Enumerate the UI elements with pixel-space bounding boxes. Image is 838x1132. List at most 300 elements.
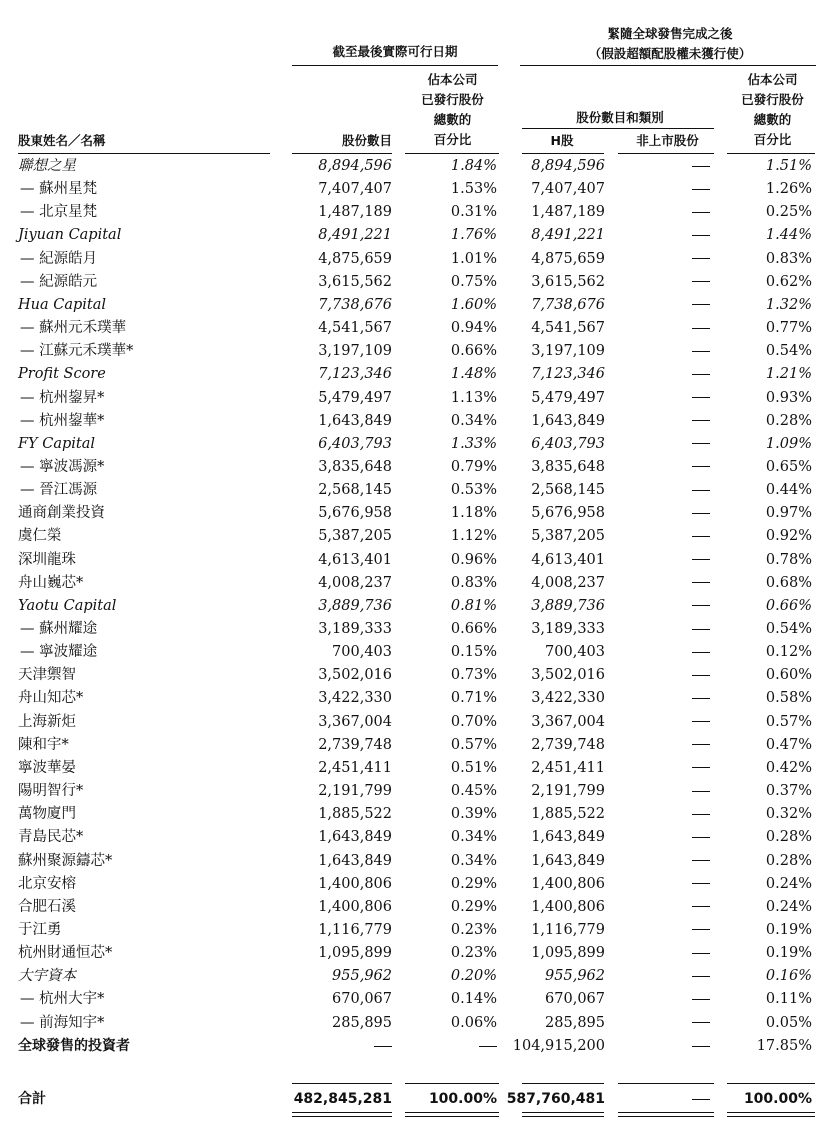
total-double-rule-6 [727, 1112, 815, 1117]
pct-cell: 0.83% [450, 574, 497, 591]
table-row [0, 479, 838, 502]
pct2-cell: 0.19% [765, 945, 812, 962]
pct2-cell: 1.21% [765, 366, 812, 383]
shares-cell: 3,889,736 [318, 597, 392, 614]
unlisted-cell [690, 201, 712, 224]
shareholder-name: Yaotu Capital [18, 597, 117, 614]
table-row [0, 224, 838, 247]
shareholder-name: 杭州財通恒芯* [18, 945, 113, 962]
table-row [0, 433, 838, 456]
table-row [0, 410, 838, 433]
header-underline-5 [618, 153, 714, 154]
pct2-cell: 0.28% [765, 829, 812, 846]
shares-cell: 3,615,562 [318, 273, 392, 290]
unlisted-cell [690, 687, 712, 710]
table-row [0, 271, 838, 294]
shares-cell: 1,885,522 [318, 806, 392, 823]
pct-cell: 0.34% [450, 829, 497, 846]
shares-cell: 8,491,221 [318, 227, 392, 244]
pct-cell: 1.76% [450, 227, 497, 244]
h-shares-cell: 1,643,849 [531, 412, 605, 429]
shares-cell: 4,613,401 [318, 551, 392, 568]
unlisted-cell [690, 224, 712, 247]
shares-cell: 2,739,748 [318, 736, 392, 753]
shareholder-name: — 晉江馮源 [20, 482, 98, 499]
shares-cell: 1,643,849 [318, 412, 392, 429]
pct2-cell: 0.77% [765, 320, 812, 337]
shares-cell: 4,008,237 [318, 574, 392, 591]
table-row [0, 757, 838, 780]
shares-cell: 2,568,145 [318, 482, 392, 499]
pct2-cell: 0.92% [765, 528, 812, 545]
shares-cell: 1,095,899 [318, 945, 392, 962]
h-shares-cell: 1,095,899 [531, 945, 605, 962]
unlisted-cell [690, 410, 712, 433]
unlisted-cell [690, 965, 712, 988]
shares-cell: 3,502,016 [318, 667, 392, 684]
total-top-rule-4 [522, 1083, 604, 1084]
h-shares-cell: 1,643,849 [531, 829, 605, 846]
unlisted-cell [690, 572, 712, 595]
col-header-pct-line3: 總數的 [433, 112, 472, 127]
shareholder-name: — 蘇州耀途 [20, 621, 98, 637]
pct2-cell: 0.78% [765, 551, 812, 568]
table-row [0, 687, 838, 710]
table-row [0, 294, 838, 317]
pct2-cell: 0.54% [765, 343, 812, 360]
shareholder-name: 大宇資本 [18, 968, 76, 985]
col-header-pct-line2: 已發行股份 [421, 92, 484, 107]
pct2-cell: 1.26% [765, 181, 812, 198]
shareholder-name: 北京安榕 [18, 875, 76, 892]
shares-cell: 1,400,806 [318, 875, 392, 892]
total-unlisted [690, 1088, 712, 1111]
shareholder-name: — 前海知宇* [20, 1014, 105, 1031]
pct-cell: 0.45% [450, 783, 497, 800]
pct-cell: 0.51% [450, 759, 497, 776]
col-header-shares-class: 股份數目和類別 [576, 110, 664, 125]
shareholder-name: 虞仁榮 [18, 528, 62, 545]
table-row [0, 363, 838, 386]
pct2-cell: 0.93% [765, 389, 812, 406]
shareholder-name: — 寧波馮源* [20, 458, 105, 475]
unlisted-cell [690, 618, 712, 641]
table-row [0, 155, 838, 178]
total-h: 587,760,481 [506, 1091, 605, 1107]
shareholder-name: 聯想之星 [18, 158, 76, 174]
shares-cell: 7,123,346 [318, 366, 392, 383]
pct-cell: 0.75% [450, 273, 497, 290]
pct2-cell: 0.60% [765, 667, 812, 684]
h-shares-cell: 3,422,330 [531, 690, 605, 707]
pct2-cell: 0.83% [765, 250, 812, 267]
shareholder-name: 上海新炬 [18, 713, 76, 730]
pct2-cell: 1.09% [765, 435, 812, 452]
unlisted-cell [690, 248, 712, 271]
shares-cell: 1,400,806 [318, 898, 392, 915]
shareholder-name: 舟山巍芯* [18, 574, 84, 591]
shareholder-name: FY Capital [18, 435, 96, 452]
pct2-cell: 0.24% [765, 898, 812, 915]
shareholder-name: — 紀源皓月 [20, 250, 98, 267]
unlisted-cell [690, 850, 712, 873]
pct-cell: 1.33% [450, 435, 497, 452]
header-underline-4 [522, 153, 604, 154]
shareholder-name: — 紀源皓元 [20, 273, 98, 290]
unlisted-cell [690, 363, 712, 386]
h-shares-cell: 3,835,648 [531, 458, 605, 475]
table-row [0, 896, 838, 919]
h-shares-cell: 5,387,205 [531, 528, 605, 545]
shares-cell: 2,451,411 [318, 759, 392, 776]
total-row [0, 1088, 838, 1111]
h-shares-cell: 1,487,189 [531, 204, 605, 221]
h-shares-cell: 7,738,676 [531, 296, 605, 313]
unlisted-cell [690, 178, 712, 201]
h-shares-cell: 700,403 [545, 644, 605, 661]
pct-cell: 0.57% [450, 736, 497, 753]
shares-cell: 5,479,497 [318, 389, 392, 406]
unlisted-cell [690, 525, 712, 548]
total-double-rule-4 [522, 1112, 604, 1117]
table-row [0, 850, 838, 873]
h-shares-cell: 7,407,407 [531, 181, 605, 198]
pct2-cell: 0.65% [765, 458, 812, 475]
shareholder-name: 合肥石溪 [18, 898, 76, 915]
shareholder-name: 深圳龍珠 [18, 551, 76, 568]
shares-cell: 670,067 [332, 991, 392, 1008]
unlisted-cell [690, 826, 712, 849]
col-header-pct2-line2: 已發行股份 [741, 92, 804, 107]
shareholder-name: 陳和宇* [18, 736, 69, 753]
col-header-shares: 股份數目 [341, 133, 392, 148]
pct2-cell: 0.57% [765, 713, 812, 730]
h-shares-cell: 955,962 [545, 968, 605, 985]
pct-cell: 0.66% [450, 343, 497, 360]
pct2-cell: 1.51% [765, 158, 812, 174]
group-header-right [520, 24, 820, 64]
group-header-left: 截至最後實際可行日期 [332, 44, 458, 59]
unlisted-cell [690, 595, 712, 618]
total-pct: 100.00% [428, 1091, 497, 1107]
pct2-cell: 0.05% [765, 1014, 812, 1031]
shares-cell: 3,835,648 [318, 458, 392, 475]
h-shares-cell: 1,643,849 [531, 852, 605, 869]
group-left-rule [292, 65, 498, 66]
pct-cell: 0.14% [450, 991, 497, 1008]
h-shares-cell: 3,889,736 [531, 597, 605, 614]
unlisted-cell [690, 803, 712, 826]
h-shares-cell: 6,403,793 [531, 435, 605, 452]
pct2-cell: 0.28% [765, 412, 812, 429]
pct2-cell: 0.19% [765, 921, 812, 938]
global-offering-unlisted [690, 1035, 712, 1058]
total-top-rule-6 [727, 1083, 815, 1084]
table-row [0, 711, 838, 734]
shareholder-name: 舟山知芯* [18, 690, 84, 707]
pct-cell: 0.39% [450, 806, 497, 823]
pct-cell: 1.48% [450, 366, 497, 383]
pct-cell: 0.31% [450, 204, 497, 221]
h-shares-cell: 285,895 [545, 1014, 605, 1031]
shares-cell: 4,875,659 [318, 250, 392, 267]
group-header-right-line2: （假設超額配股權未獲行使） [588, 46, 752, 61]
shareholder-name: — 蘇州元禾璞華 [20, 320, 127, 337]
global-offering-pct2: 17.85% [756, 1038, 812, 1054]
shareholder-name: — 杭州大宇* [20, 991, 105, 1008]
global-offering-pct [479, 1035, 497, 1058]
shareholder-name: 天津禦智 [18, 667, 76, 684]
h-shares-cell: 3,189,333 [531, 621, 605, 637]
pct-cell: 0.96% [450, 551, 497, 568]
table-row [0, 340, 838, 363]
total-pct2: 100.00% [743, 1091, 812, 1107]
h-shares-cell: 2,451,411 [531, 759, 605, 776]
pct-cell: 1.53% [450, 181, 497, 198]
shareholder-name: — 江蘇元禾璞華* [20, 343, 134, 360]
pct-cell: 0.94% [450, 320, 497, 337]
pct2-cell: 0.37% [765, 783, 812, 800]
pct2-cell: 0.25% [765, 204, 812, 221]
table-row [0, 734, 838, 757]
shareholder-name: Jiyuan Capital [18, 227, 122, 244]
col-header-pct2 [725, 70, 820, 150]
pct2-cell: 0.32% [765, 806, 812, 823]
shares-cell: 3,367,004 [318, 713, 392, 730]
pct-cell: 0.81% [450, 597, 497, 614]
table-row [0, 664, 838, 687]
global-offering-name: 全球發售的投資者 [18, 1038, 130, 1054]
shareholder-name: — 蘇州星梵 [20, 181, 98, 198]
shares-cell: 2,191,799 [318, 783, 392, 800]
shares-class-rule [522, 128, 714, 129]
shares-cell: 8,894,596 [318, 158, 392, 174]
unlisted-cell [690, 780, 712, 803]
pct2-cell: 0.62% [765, 273, 812, 290]
h-shares-cell: 3,502,016 [531, 667, 605, 684]
pct2-cell: 0.44% [765, 482, 812, 499]
table-row [0, 919, 838, 942]
pct-cell: 1.01% [450, 250, 497, 267]
pct2-cell: 0.47% [765, 736, 812, 753]
table-row [0, 549, 838, 572]
unlisted-cell [690, 757, 712, 780]
shareholder-name: — 寧波耀途 [20, 644, 98, 661]
pct-cell: 0.23% [450, 921, 497, 938]
pct-cell: 0.34% [450, 412, 497, 429]
unlisted-cell [690, 942, 712, 965]
shares-cell: 5,387,205 [318, 528, 392, 545]
pct-cell: 0.15% [450, 644, 497, 661]
h-shares-cell: 3,367,004 [531, 713, 605, 730]
total-top-rule-2 [292, 1083, 392, 1084]
pct-cell: 1.13% [450, 389, 497, 406]
table-row [0, 317, 838, 340]
table-row [0, 502, 838, 525]
table-row [0, 873, 838, 896]
table-row [0, 988, 838, 1011]
total-double-rule-3 [405, 1112, 499, 1117]
pct2-cell: 0.97% [765, 505, 812, 522]
pct-cell: 1.60% [450, 296, 497, 313]
unlisted-cell [690, 294, 712, 317]
shareholder-name: — 杭州鋆華* [20, 412, 105, 429]
pct-cell: 0.70% [450, 713, 497, 730]
shareholder-name: 青島民芯* [18, 829, 84, 846]
unlisted-cell [690, 317, 712, 340]
pct2-cell: 0.11% [765, 991, 812, 1008]
h-shares-cell: 1,400,806 [531, 898, 605, 915]
global-offering-row [0, 1035, 838, 1058]
pct2-cell: 0.66% [765, 597, 812, 614]
h-shares-cell: 1,885,522 [531, 806, 605, 823]
table-row [0, 178, 838, 201]
table-row [0, 201, 838, 224]
unlisted-cell [690, 549, 712, 572]
h-shares-cell: 3,197,109 [531, 343, 605, 360]
table-row [0, 387, 838, 410]
pct2-cell: 0.12% [765, 644, 812, 661]
pct-cell: 0.23% [450, 945, 497, 962]
unlisted-cell [690, 340, 712, 363]
table-row [0, 595, 838, 618]
col-header-pct [405, 70, 500, 150]
col-header-pct-line1: 佔本公司 [427, 72, 478, 87]
shares-cell: 5,676,958 [318, 505, 392, 522]
pct2-cell: 0.54% [765, 621, 812, 637]
header-underline-6 [727, 153, 815, 154]
table-row [0, 248, 838, 271]
unlisted-cell [690, 919, 712, 942]
shares-cell: 1,643,849 [318, 852, 392, 869]
table-row [0, 803, 838, 826]
unlisted-cell [690, 271, 712, 294]
pct-cell: 0.06% [450, 1014, 497, 1031]
h-shares-cell: 4,008,237 [531, 574, 605, 591]
total-top-rule-3 [405, 1083, 499, 1084]
pct2-cell: 0.68% [765, 574, 812, 591]
unlisted-cell [690, 734, 712, 757]
table-row [0, 641, 838, 664]
unlisted-cell [690, 479, 712, 502]
shares-cell: 6,403,793 [318, 435, 392, 452]
pct-cell: 1.12% [450, 528, 497, 545]
shares-cell: 1,487,189 [318, 204, 392, 221]
pct-cell: 0.29% [450, 875, 497, 892]
group-header-right-line1: 緊隨全球發售完成之後 [607, 26, 733, 41]
h-shares-cell: 7,123,346 [531, 366, 605, 383]
header-underline-2 [292, 153, 392, 154]
unlisted-cell [690, 711, 712, 734]
pct-cell: 0.73% [450, 667, 497, 684]
shares-cell: 3,422,330 [318, 690, 392, 707]
table-row [0, 942, 838, 965]
col-header-shareholder: 股東姓名／名稱 [18, 133, 106, 148]
shareholder-name: — 北京星梵 [20, 204, 98, 221]
pct-cell: 0.53% [450, 482, 497, 499]
col-header-h: H股 [550, 133, 574, 148]
h-shares-cell: 670,067 [545, 991, 605, 1008]
global-offering-shares [374, 1035, 392, 1058]
h-shares-cell: 2,739,748 [531, 736, 605, 753]
h-shares-cell: 8,491,221 [531, 227, 605, 244]
shares-cell: 285,895 [332, 1014, 392, 1031]
total-top-rule-5 [618, 1083, 714, 1084]
pct-cell: 1.18% [450, 505, 497, 522]
shareholder-name: 通商創業投資 [18, 505, 105, 522]
h-shares-cell: 1,400,806 [531, 875, 605, 892]
total-shares: 482,845,281 [293, 1091, 392, 1107]
col-header-pct-line4: 百分比 [433, 132, 472, 147]
shareholder-name: 蘇州聚源鑄芯* [18, 852, 113, 869]
pct-cell: 0.34% [450, 852, 497, 869]
unlisted-cell [690, 988, 712, 1011]
group-right-rule [520, 65, 816, 66]
pct-cell: 0.20% [450, 968, 497, 985]
h-shares-cell: 1,116,779 [531, 921, 605, 938]
pct2-cell: 0.42% [765, 759, 812, 776]
table-row [0, 1012, 838, 1035]
shares-cell: 3,197,109 [318, 343, 392, 360]
table-row [0, 965, 838, 988]
shareholder-name: 萬物廈門 [18, 806, 76, 823]
shares-cell: 1,116,779 [318, 921, 392, 938]
pct2-cell: 1.44% [765, 227, 812, 244]
shares-cell: 4,541,567 [318, 320, 392, 337]
unlisted-cell [690, 873, 712, 896]
shareholder-name: — 杭州鋆昇* [20, 389, 105, 406]
total-label: 合計 [18, 1091, 46, 1107]
unlisted-cell [690, 896, 712, 919]
pct2-cell: 0.28% [765, 852, 812, 869]
h-shares-cell: 4,541,567 [531, 320, 605, 337]
shares-cell: 7,407,407 [318, 181, 392, 198]
pct-cell: 0.29% [450, 898, 497, 915]
unlisted-cell [690, 433, 712, 456]
shareholder-name: 陽明智行* [18, 783, 84, 800]
shares-cell: 700,403 [332, 644, 392, 661]
header-underline-1 [18, 153, 270, 154]
h-shares-cell: 3,615,562 [531, 273, 605, 290]
pct2-cell: 0.58% [765, 690, 812, 707]
col-header-pct2-line3: 總數的 [753, 112, 792, 127]
h-shares-cell: 5,479,497 [531, 389, 605, 406]
col-header-unlisted: 非上市股份 [636, 133, 699, 148]
header-underline-3 [405, 153, 499, 154]
h-shares-cell: 5,676,958 [531, 505, 605, 522]
shareholder-name: 寧波華晏 [18, 759, 76, 776]
shareholder-name: Profit Score [18, 366, 106, 383]
unlisted-cell [690, 456, 712, 479]
unlisted-cell [690, 641, 712, 664]
unlisted-cell [690, 155, 712, 178]
h-shares-cell: 8,894,596 [531, 158, 605, 174]
h-shares-cell: 4,875,659 [531, 250, 605, 267]
table-row [0, 826, 838, 849]
shareholder-name: Hua Capital [18, 296, 107, 313]
unlisted-cell [690, 1012, 712, 1035]
shareholder-name: 于江勇 [18, 921, 62, 938]
table-row [0, 572, 838, 595]
pct2-cell: 0.24% [765, 875, 812, 892]
table-row [0, 618, 838, 641]
unlisted-cell [690, 387, 712, 410]
unlisted-cell [690, 502, 712, 525]
total-double-rule-5 [618, 1112, 714, 1117]
pct-cell: 0.71% [450, 690, 497, 707]
shares-cell: 955,962 [332, 968, 392, 985]
pct-cell: 0.79% [450, 458, 497, 475]
